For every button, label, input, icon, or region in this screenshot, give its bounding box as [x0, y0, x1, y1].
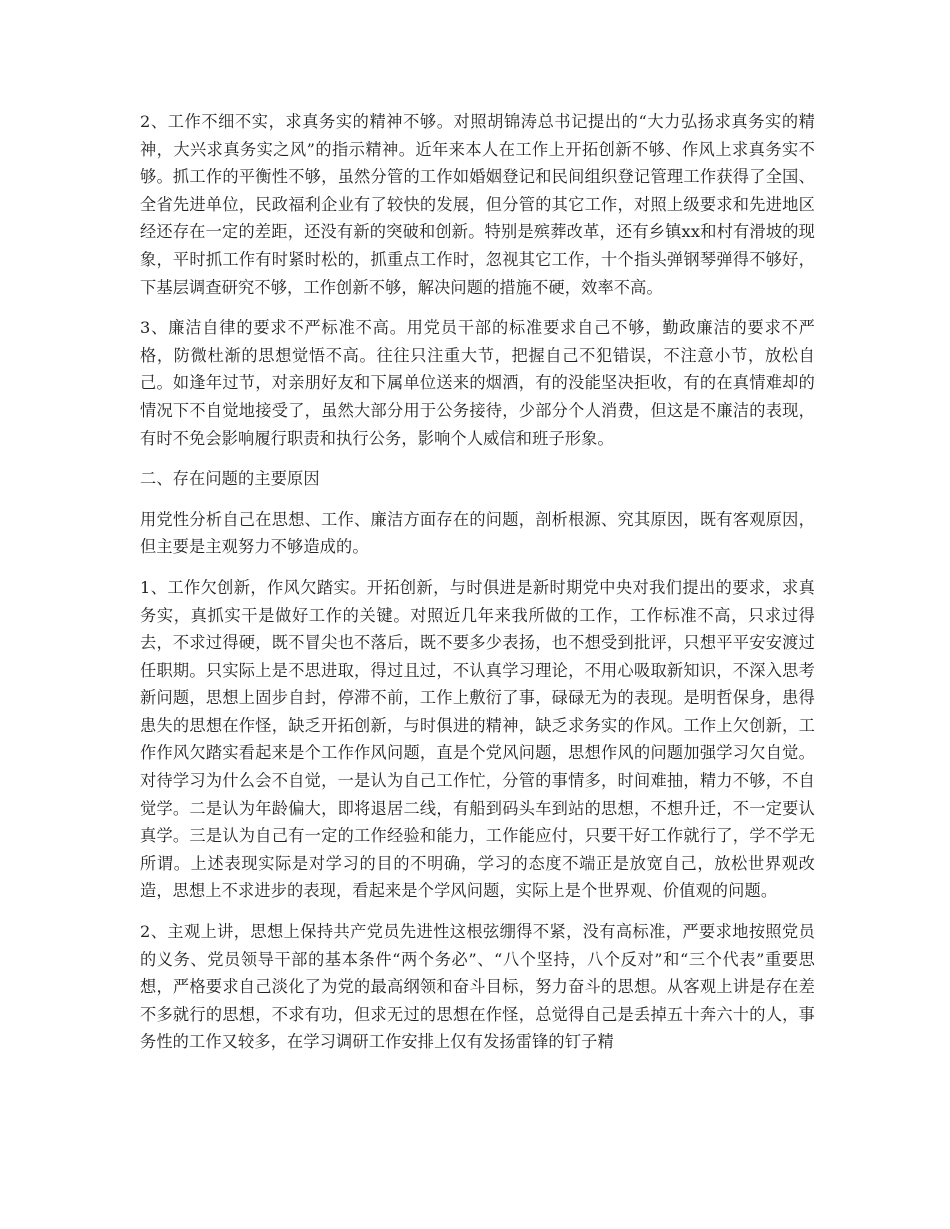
paragraph-causes-intro: 用党性分析自己在思想、工作、廉洁方面存在的问题，剖析根源、究其原因，既有客观原因，但主要是主观努力不够造成的。	[140, 509, 815, 557]
document-page	[140, 108, 815, 1069]
paragraph-subjective-reasons: 2、主观上讲，思想上保持共产党员先进性这根弦绷得不紧，没有高标准，严要求地按照党员的义务、党员领导干部的基本条件“两个务必”、“八个坚持，八个反对”和“三个代表”重要思想，严格要求自己淡化了为党的最高纲领和奋斗目标，努力奋斗的思想。从客观上讲是存在差不多就行的思想，不求有功，但求无过的思想在作怪，总觉得自己是丢掉五十奔六十的人，事务性的工作又较多，在学习调研工作安排上仅有发扬雷锋的钉子精	[140, 922, 815, 1052]
paragraph-lack-of-innovation: 1、工作欠创新，作风欠踏实。开拓创新，与时俱进是新时期党中央对我们提出的要求，求真务实，真抓实干是做好工作的关键。对照近几年来我所做的工作，工作标准不高，只求过得去，不求过得硬，既不冒尖也不落后，既不要多少表扬，也不想受到批评，只想平平安安渡过任职期。只实际上是不思进取，得过且过，不认真学习理论，不用心吸取新知识，不深入思考新问题，思想上固步自封，停滞不前，工作上敷衍了事，碌碌无为的表现。是明哲保身，患得患失的思想在作怪，缺乏开拓创新，与时俱进的精神，缺乏求务实的作风。工作上欠创新，工作作风欠踏实看起来是个工作作风问题，直是个党风问题，思想作风的问题加强学习欠自觉。对待学习为什么会不自觉，一是认为自己工作忙，分管的事情多，时间难抽，精力不够，不自觉学。二是认为年龄偏大，即将退居二线，有船到码头车到站的思想，不想升迁，不一定要认真学。三是认为自己有一定的工作经验和能力，工作能应付，只要干好工作就行了，学不学无所谓。上述表现实际是对学习的目的不明确，学习的态度不端正是放宽自己，放松世界观改造，思想上不求进步的表现，看起来是个学风问题，实际上是个世界观、价值观的问题。	[140, 577, 815, 901]
section-heading-main-causes: 二、存在问题的主要原因	[140, 469, 320, 489]
paragraph-work-not-thorough: 2、工作不细不实，求真务实的精神不够。对照胡锦涛总书记提出的“大力弘扬求真务实的精神，大兴求真务实之风”的指示精神。近年来本人在工作上开拓创新不够、作风上求真务实不够。抓工作的平衡性不够，虽然分管的工作如婚姻登记和民间组织登记管理工作获得了全国、全省先进单位，民政福利企业有了较快的发展，但分管的其它工作，对照上级要求和先进地区经还存在一定的差距，还没有新的突破和创新。特别是殡葬改革，还有乡镇xx和村有滑坡的现象，平时抓工作有时紧时松的，抓重点工作时，忽视其它工作，十个指头弹钢琴弹得不够好，下基层调查研究不够，工作创新不够，解决问题的措施不硬，效率不高。	[140, 112, 815, 297]
paragraph-integrity-self-discipline: 3、廉洁自律的要求不严标准不高。用党员干部的标准要求自己不够，勤政廉洁的要求不严格，防微杜渐的思想觉悟不高。往往只注重大节，把握自己不犯错误，不注意小节，放松自己。如逢年过节，对亲朋好友和下属单位送来的烟酒，有的没能坚决拒收，有的在真情难却的情况下不自觉地接受了，虽然大部分用于公务接待，少部分个人消费，但这是不廉洁的表现，有时不免会影响履行职责和执行公务，影响个人威信和班子形象。	[140, 318, 815, 448]
